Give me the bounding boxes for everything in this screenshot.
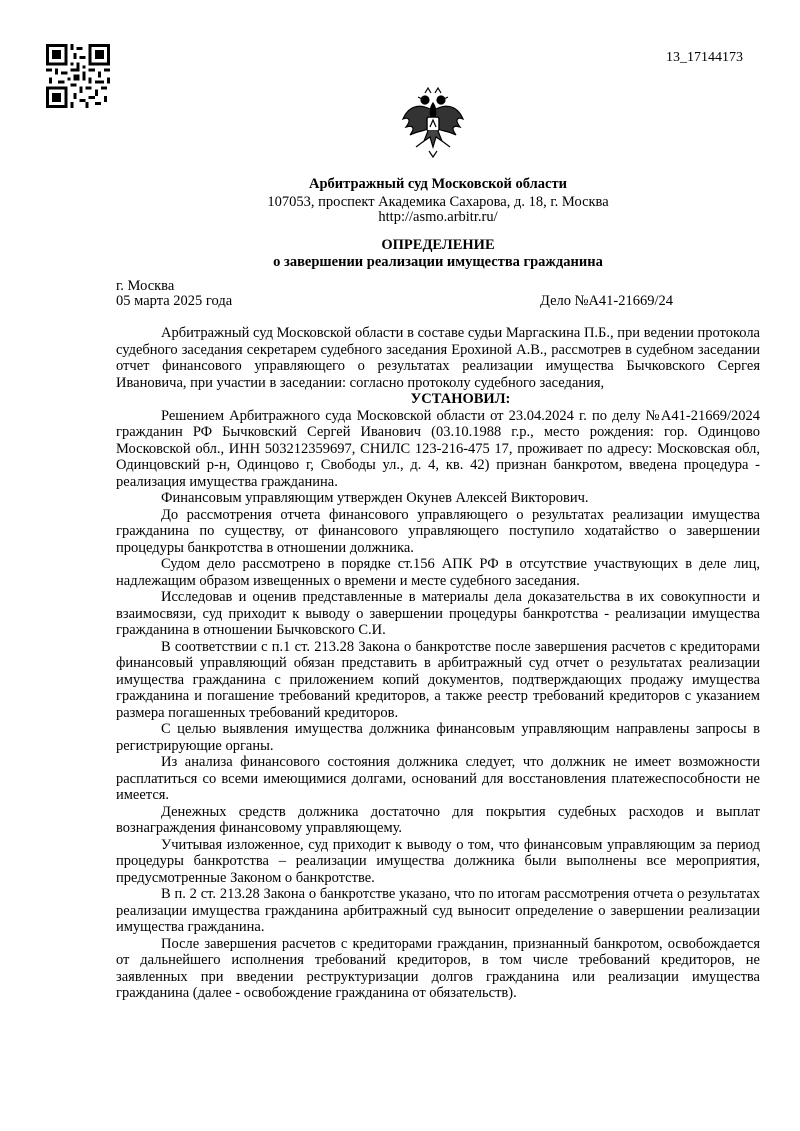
case-number: Дело №А41-21669/24 bbox=[540, 293, 674, 309]
intro-paragraph: Арбитражный суд Московской области в составе судьи Маргаскина П.Б., при ведении протокола судебного заседания секретарем судебного заседания Ерохиной А.В., рассмотрев в судебном заседании отчет финансового управляющего о результатах реализации имущества Бычковского Сергея Ивановича, при участии в заседании: согласно протоколу судебного заседания, bbox=[116, 325, 760, 391]
paragraph: Финансовым управляющим утвержден Окунев Алексей Викторович. bbox=[161, 490, 589, 506]
court-address: 107053, проспект Академика Сахарова, д. 18, г. Москва bbox=[267, 194, 609, 210]
paragraph: Решением Арбитражного суда Московской области от 23.04.2024 г. по делу №А41-21669/2024 гражданин РФ Бычковский Сергей Иванович (03.10.1988 г.р., место рождения: гор. Одинцово Московской обл., ИНН 503212359697, СНИЛС 123-216-475 17, проживает по адресу: Московская обл, Одинцовский р-н, Одинцово г, Свободы ул., д. 4, кв. 42) признан банкротом, введена процедура - реализация имущества гражданина. bbox=[116, 407, 760, 490]
paragraph: После завершения расчетов с кредиторами гражданин, признанный банкротом, освобождается от дальнейшего исполнения требований кредиторов, в том числе требований кредиторов, не заявленных при введении реструктуризации долгов гражданина или реализации имущества гражданина (далее - освобождение гражданина от обязательств). bbox=[116, 935, 760, 1001]
paragraph: Из анализа финансового состояния должника следует, что должник не имеет возможности расплатиться со всеми имеющимися долгами, оснований для восстановления платежеспособности не имеется. bbox=[116, 754, 760, 803]
paragraph: В соответствии с п.1 ст. 213.28 Закона о банкротстве после завершения расчетов с кредиторами финансовый управляющий обязан представить в арбитражный суд отчет о результатах реализации имущества гражданина с приложением копий документов, подтверждающих продажу имущества гражданина и погашение требований кредиторов, а также реестр требований кредиторов с указанием размера погашенных требований кредиторов. bbox=[116, 638, 760, 721]
document-date: 05 марта 2025 года bbox=[116, 293, 233, 309]
qr-code-icon bbox=[46, 44, 110, 108]
russian-coat-of-arms-icon bbox=[400, 85, 466, 161]
paragraph: До рассмотрения отчета финансового управляющего о результатах реализации имущества гражданина по существу, от финансового управляющего поступило ходатайство о завершении процедуры банкротства в отношении должника. bbox=[116, 506, 760, 556]
paragraph: Судом дело рассмотрено в порядке ст.156 АПК РФ в отсутствие участвующих в деле лиц, надлежащим образом извещенных о времени и месте судебного заседания. bbox=[116, 556, 760, 589]
paragraph: Исследовав и оценив представленные в материалы дела доказательства в их совокупности и взаимосвязи, суд приходит к выводу о завершении процедуры банкротства - реализации имущества гражданина в отношении Бычковского С.И. bbox=[116, 589, 760, 638]
document-body bbox=[116, 325, 760, 1002]
city: г. Москва bbox=[116, 278, 175, 294]
court-name: Арбитражный суд Московской области bbox=[309, 176, 567, 192]
document-type-title: ОПРЕДЕЛЕНИЕ bbox=[381, 237, 495, 253]
section-heading: УСТАНОВИЛ: bbox=[410, 391, 511, 407]
document-subject: о завершении реализации имущества гражданина bbox=[273, 254, 603, 270]
paragraph: Денежных средств должника достаточно для покрытия судебных расходов и выплат вознаграждения финансовому управляющему. bbox=[116, 803, 760, 836]
paragraph: В п. 2 ст. 213.28 Закона о банкротстве указано, что по итогам рассмотрения отчета о результатах реализации имущества гражданина арбитражный суд выносит определение о завершении реализации имущества гражданина. bbox=[116, 886, 760, 935]
document-number: 13_17144173 bbox=[666, 50, 743, 65]
paragraph: С целью выявления имущества должника финансовым управляющим направлены запросы в регистрирующие органы. bbox=[116, 721, 760, 754]
court-website-link[interactable]: http://asmo.arbitr.ru/ bbox=[378, 209, 498, 225]
paragraph: Учитывая изложенное, суд приходит к выводу о том, что финансовым управляющим за период процедуры банкротства – реализации имущества должника были выполнены все мероприятия, предусмотренные Законом о банкротстве. bbox=[116, 836, 760, 886]
